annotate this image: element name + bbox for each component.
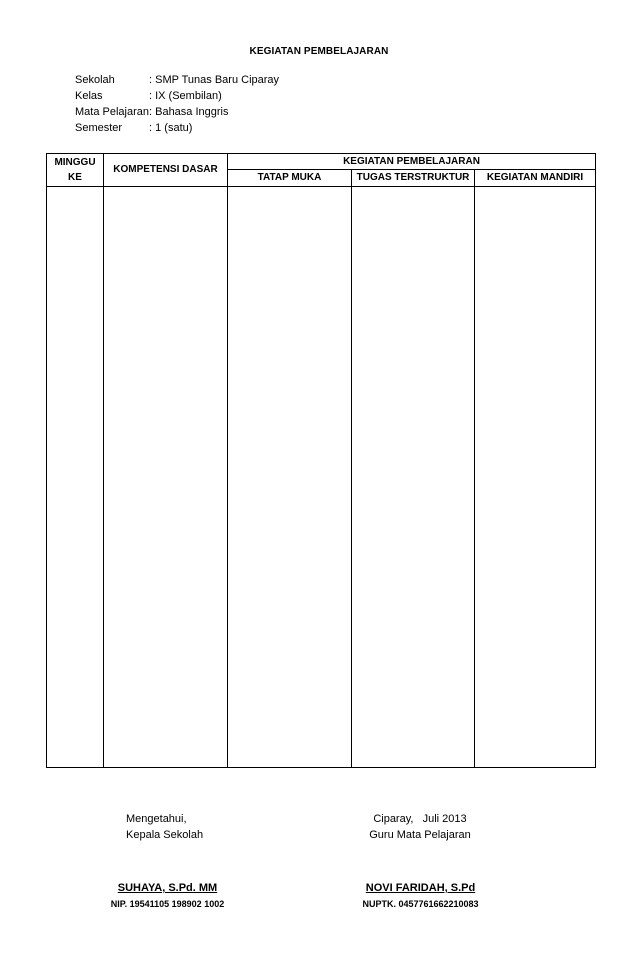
signature-left-name-block	[80, 880, 255, 912]
header-ke: KE	[68, 172, 82, 183]
signature-right-id: NUPTK. 0457761662210083	[362, 899, 479, 909]
signature-right-line2: Guru Mata Pelajaran	[369, 829, 471, 841]
column-divider	[474, 170, 475, 767]
info-row-kelas	[75, 88, 279, 104]
document-info	[75, 72, 279, 136]
info-row-sekolah	[75, 72, 279, 88]
header-tatap-muka: TATAP MUKA	[257, 172, 322, 183]
info-label: Semester	[75, 122, 123, 134]
signature-left-line2: Kepala Sekolah	[126, 829, 204, 841]
signature-right-line1: Ciparay, Juli 2013	[373, 813, 467, 825]
info-value: : SMP Tunas Baru Ciparay	[149, 74, 280, 86]
info-value: : 1 (satu)	[149, 122, 193, 134]
signature-left	[96, 811, 236, 843]
info-label: Kelas	[75, 90, 103, 102]
info-value: : Bahasa Inggris	[149, 106, 229, 118]
column-divider	[227, 154, 228, 767]
header-minggu: MINGGU	[54, 157, 96, 168]
activity-table	[46, 153, 596, 768]
column-divider	[351, 170, 352, 767]
info-label: Sekolah	[75, 74, 115, 86]
header-bottom-border	[47, 186, 595, 187]
signature-left-line1: Mengetahui,	[126, 813, 187, 825]
info-label: Mata Pelajaran	[75, 106, 149, 118]
header-kegiatan-pembelajaran: KEGIATAN PEMBELAJARAN	[343, 156, 480, 167]
header-divider	[228, 169, 595, 170]
column-divider	[103, 154, 104, 767]
info-value: : IX (Sembilan)	[149, 90, 222, 102]
header-kompetensi-dasar: KOMPETENSI DASAR	[113, 164, 218, 175]
info-row-semester	[75, 120, 279, 136]
header-tugas-terstruktur: TUGAS TERSTRUKTUR	[356, 172, 470, 183]
signature-right-name-block	[343, 880, 498, 912]
signature-left-id: NIP. 19541105 198902 1002	[110, 899, 225, 909]
document-title: KEGIATAN PEMBELAJARAN	[249, 46, 389, 57]
header-kegiatan-mandiri: KEGIATAN MANDIRI	[486, 172, 584, 183]
signature-left-name: SUHAYA, S.Pd. MM	[117, 882, 218, 894]
signature-right-name: NOVI FARIDAH, S.Pd	[365, 882, 476, 894]
signature-right	[355, 811, 485, 843]
info-row-mata-pelajaran	[75, 104, 279, 120]
